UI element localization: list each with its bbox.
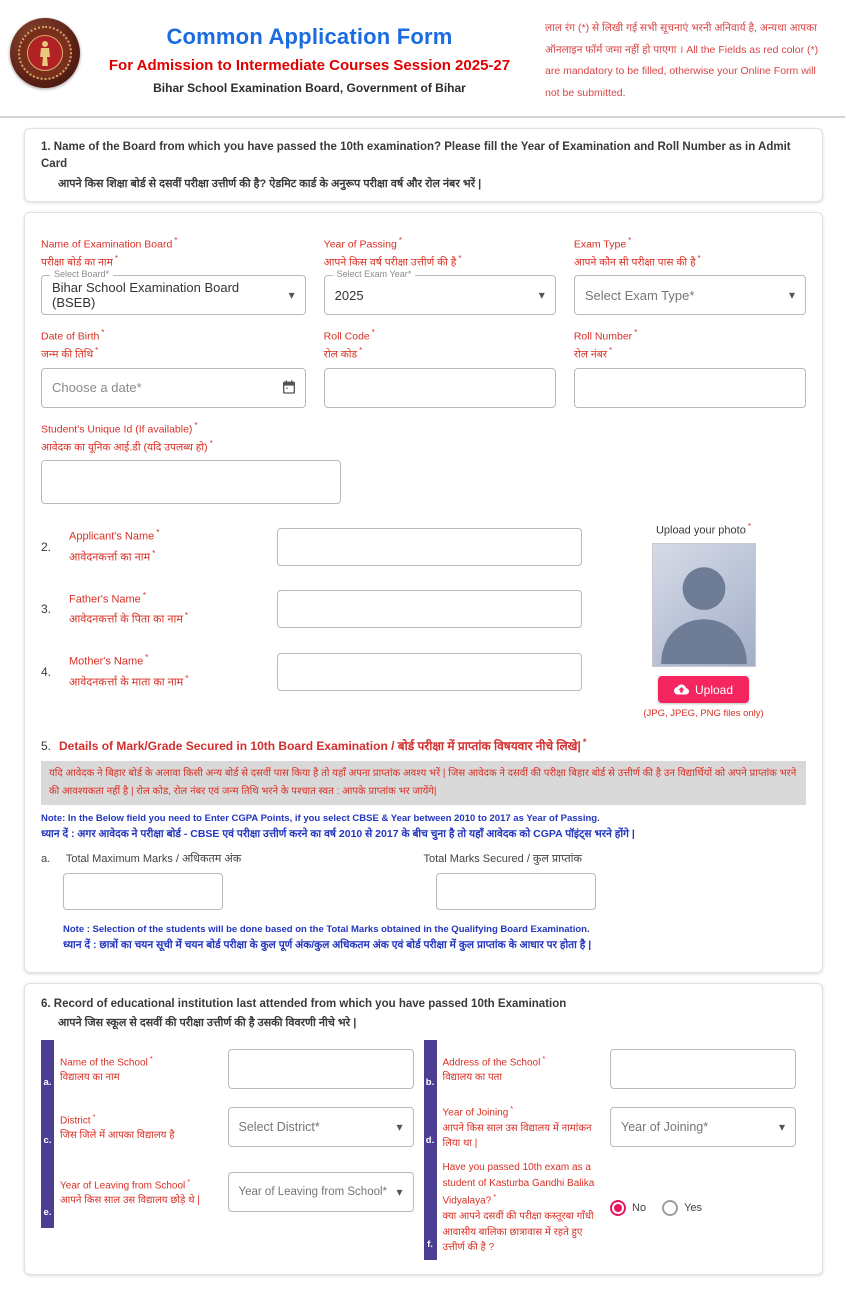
school-name-input[interactable] bbox=[228, 1049, 414, 1089]
board-select[interactable] bbox=[41, 269, 306, 315]
section6-card bbox=[24, 983, 823, 1275]
board-select-float-label: Select Board* bbox=[50, 269, 113, 279]
row-letter-badge: e. bbox=[41, 1156, 54, 1228]
required-asterisk: * bbox=[156, 528, 160, 538]
section5-marks bbox=[41, 737, 806, 952]
roll-number-input[interactable] bbox=[574, 368, 806, 408]
exam-type-select[interactable] bbox=[574, 275, 806, 315]
exam-type-field bbox=[574, 235, 806, 316]
required-asterisk: * bbox=[371, 328, 375, 338]
exam-year-select[interactable] bbox=[324, 269, 556, 315]
person-silhouette-icon bbox=[653, 550, 755, 666]
school-address-input[interactable] bbox=[610, 1049, 796, 1089]
district-select[interactable]: Select District* ▾ bbox=[228, 1107, 414, 1147]
district-label: District * जिस जिले में आपका विद्यालय है bbox=[60, 1111, 175, 1142]
required-asterisk: * bbox=[95, 346, 99, 356]
required-asterisk: * bbox=[209, 439, 213, 449]
photo-file-types-hint: (JPG, JPEG, PNG files only) bbox=[643, 708, 764, 719]
required-asterisk: * bbox=[634, 328, 638, 338]
roll-code-label: Roll Code * रोल कोड * bbox=[323, 328, 375, 361]
school-address-label: Address of the School * विद्यालय का पता bbox=[442, 1053, 546, 1084]
notice-hindi: लाल रंग (*) से लिखी गई सभी सूचनाएं भरनी अनिवार्य है, अन्यथा आपका ऑनलाइन फॉर्म जमा नहीं हो पाएगा । bbox=[545, 22, 817, 56]
row-letter-badge: b. bbox=[424, 1040, 437, 1098]
item-number: 2. bbox=[41, 539, 52, 554]
section1-number: 1. bbox=[41, 141, 51, 154]
chevron-down-icon: ▾ bbox=[538, 288, 545, 303]
item-number: 3. bbox=[41, 602, 52, 617]
mother-name-label: Mother's Name * आवेदनकर्त्ता के माता का नाम * bbox=[69, 653, 189, 689]
mandatory-fields-notice bbox=[539, 10, 831, 104]
row-letter: a. bbox=[41, 853, 51, 865]
required-asterisk: * bbox=[609, 346, 613, 356]
other-board-info-note: यदि आवेदक ने बिहार बोर्ड के अलावा किसी अन्य बोर्ड से दसवीं पास किया है तो यहाँ अपना प्राप्तांक अवश्य भरें | जिस आवेदक ने दसवीं की परीक्षा बिहार बोर्ड से उत्तीर्ण की है उन विद्यार्थियों को अपने प्राप्तांक भरने की आवश्यकता नहीं है | रोल कोड, रोल नंबर एवं जन्म तिथि भरने के पश्चात स्वत : आपके प्राप्तांक भर जायेंगे| bbox=[41, 761, 806, 805]
item-number: 4. bbox=[41, 664, 52, 679]
secured-marks-label: Total Marks Secured / कुल प्राप्तांक bbox=[423, 853, 582, 865]
required-asterisk: * bbox=[149, 1053, 153, 1063]
required-asterisk: * bbox=[92, 1111, 96, 1121]
required-asterisk: * bbox=[747, 522, 752, 532]
row-letter-badge: f. bbox=[424, 1156, 437, 1259]
row-letter-badge: d. bbox=[424, 1098, 437, 1156]
required-asterisk: * bbox=[101, 328, 105, 338]
photo-placeholder bbox=[652, 543, 756, 667]
required-asterisk: * bbox=[359, 346, 363, 356]
radio-button-icon bbox=[610, 1200, 626, 1216]
required-asterisk: * bbox=[145, 653, 149, 663]
required-asterisk: * bbox=[187, 1176, 191, 1186]
unique-id-input[interactable] bbox=[41, 460, 341, 504]
board-label: Name of Examination Board * परीक्षा बोर्ड का नाम * bbox=[41, 235, 178, 269]
unique-id-field bbox=[41, 420, 341, 505]
page-header bbox=[0, 0, 845, 112]
roll-number-label: Roll Number * रोल नंबर * bbox=[573, 328, 638, 361]
roll-code-input[interactable] bbox=[324, 368, 556, 408]
kgbv-radio-yes[interactable]: Yes bbox=[662, 1200, 702, 1216]
row-letter-badge: c. bbox=[41, 1098, 54, 1156]
required-asterisk: * bbox=[697, 253, 701, 263]
required-asterisk: * bbox=[582, 737, 587, 747]
section6-heading-hindi: आपने जिस स्कूल से दसवीं की परीक्षा उत्तीर्ण की है उसकी विवरणी नीचे भरे | bbox=[58, 1017, 357, 1030]
section6-heading: 6. Record of educational institution last attended from which you have passed 10th Examination bbox=[41, 998, 567, 1010]
roll-code-field bbox=[324, 327, 556, 408]
leaving-year-select[interactable]: Year of Leaving from School* ▾ bbox=[228, 1172, 414, 1212]
page-title: Common Application Form bbox=[166, 24, 453, 49]
chevron-down-icon: ▾ bbox=[288, 288, 295, 303]
unique-id-label: Student's Unique Id (If available) * आवेदक का यूनिक आई.डी (यदि उपलब्ध हो) * bbox=[41, 420, 213, 454]
school-name-row bbox=[41, 1040, 424, 1098]
year-field bbox=[324, 235, 556, 316]
required-asterisk: * bbox=[398, 235, 402, 245]
page-subtitle: For Admission to Intermediate Courses Session 2025-27 bbox=[108, 57, 511, 74]
max-marks-field bbox=[41, 851, 424, 910]
section1-heading-hindi: आपने किस शिक्षा बोर्ड से दसवीं परीक्षा उत्तीर्ण की है? ऐडमिट कार्ड के अनुरूप परीक्षा वर्ष और रोल नंबर भरें | bbox=[58, 177, 482, 190]
applicant-name-input[interactable] bbox=[277, 528, 582, 566]
mother-name-row bbox=[41, 651, 601, 692]
bseb-logo-emblem bbox=[27, 35, 63, 71]
row-letter-badge: a. bbox=[41, 1040, 54, 1098]
organization-name: Bihar School Examination Board, Government of Bihar bbox=[153, 81, 466, 95]
logo-figure-icon bbox=[36, 40, 54, 66]
exam-type-placeholder: Select Exam Type* bbox=[584, 287, 695, 303]
kgbv-question-row bbox=[424, 1156, 807, 1259]
required-asterisk: * bbox=[510, 1103, 514, 1113]
district-row bbox=[41, 1098, 424, 1156]
father-name-label: Father's Name * आवेदनकर्त्ता के पिता का नाम * bbox=[69, 590, 189, 626]
photo-upload-label: Upload your photo * bbox=[655, 522, 752, 537]
selection-note-english: Note : Selection of the students will be done based on the Total Marks obtained in the Qualifying Board Examination. bbox=[63, 924, 590, 935]
required-asterisk: * bbox=[542, 1053, 546, 1063]
required-asterisk: * bbox=[458, 253, 462, 263]
chevron-down-icon: ▾ bbox=[396, 1185, 403, 1200]
required-asterisk: * bbox=[152, 548, 156, 558]
max-marks-label: a. Total Maximum Marks / अधिकतम अंक bbox=[41, 853, 242, 865]
section5-number: 5. bbox=[41, 739, 52, 753]
cgpa-note-english: Note: In the Below field you need to Enter CGPA Points, if you select CBSE & Year between 2010 to 2017 as Year of Passing. bbox=[41, 813, 600, 824]
chevron-down-icon: ▾ bbox=[778, 1120, 785, 1135]
joining-year-label: Year of Joining * आपने किस साल उस विद्यालय में नामांकन लिया था | bbox=[442, 1103, 592, 1150]
bseb-logo bbox=[10, 18, 80, 88]
father-name-input[interactable] bbox=[277, 590, 582, 628]
required-asterisk: * bbox=[114, 253, 118, 263]
bseb-logo-ring bbox=[18, 26, 72, 80]
required-asterisk: * bbox=[174, 235, 178, 245]
required-asterisk: * bbox=[142, 590, 147, 600]
dob-input[interactable] bbox=[41, 368, 306, 408]
mother-name-input[interactable] bbox=[277, 653, 582, 691]
joining-year-select[interactable]: Year of Joining* ▾ bbox=[610, 1107, 796, 1147]
notice-english: All the Fields as red color (*) are mandatory to be filled, otherwise your Online Form will not be submitted. bbox=[545, 43, 819, 99]
required-asterisk: * bbox=[628, 235, 632, 245]
school-address-row bbox=[424, 1040, 807, 1098]
main-form-card bbox=[24, 212, 823, 973]
roll-number-field bbox=[574, 327, 806, 408]
upload-photo-button[interactable]: Upload bbox=[658, 676, 749, 703]
exam-type-label: Exam Type * आपने कौन सी परीक्षा पास की है * bbox=[573, 235, 701, 269]
leaving-year-row bbox=[41, 1156, 424, 1228]
section1-heading-card bbox=[24, 128, 823, 202]
section5-title: Details of Mark/Grade Secured in 10th Board Examination / बोर्ड परीक्षा में प्राप्तांक विषयवार नीचे लिखे| * bbox=[59, 737, 587, 753]
section6-number: 6. bbox=[41, 998, 51, 1010]
section6-right-column bbox=[424, 1040, 807, 1259]
board-field bbox=[41, 235, 306, 316]
max-marks-input[interactable] bbox=[63, 873, 223, 910]
kgbv-radio-no[interactable]: No bbox=[610, 1200, 646, 1216]
exam-year-value: 2025 bbox=[334, 287, 364, 303]
secured-marks-input[interactable] bbox=[436, 873, 596, 910]
kgbv-question-label: Have you passed 10th exam as a student of Kasturba Gandhi Balika Vidyalaya? * क्या आपने दसवीं की परीक्षा कस्तूरबा गाँधी आवासीय बालिका छात्रावास में रहते हुए उत्तीर्ण की है ? bbox=[442, 1162, 595, 1254]
cgpa-note-hindi: ध्यान दें : अगर आवेदक ने परीक्षा बोर्ड - CBSE एवं परीक्षा उत्तीर्ण करने का वर्ष 2010 से 2017 के बीच चुना है तो यहाँ आवेदक को CGPA पॉइंट्स भरने होंगे | bbox=[41, 828, 635, 840]
dob-label: Date of Birth * जन्म की तिथि * bbox=[41, 328, 105, 361]
radio-button-icon bbox=[662, 1200, 678, 1216]
kgbv-radio-group bbox=[610, 1200, 796, 1216]
applicant-name-label: Applicant's Name * आवेदनकर्त्ता का नाम * bbox=[69, 528, 160, 564]
required-asterisk: * bbox=[184, 611, 189, 621]
board-select-value: Bihar School Examination Board (BSEB) bbox=[52, 280, 240, 311]
exam-year-float-label: Select Exam Year* bbox=[333, 269, 416, 279]
required-asterisk: * bbox=[185, 673, 189, 683]
school-name-label: Name of the School * विद्यालय का नाम bbox=[60, 1053, 153, 1084]
chevron-down-icon: ▾ bbox=[396, 1120, 403, 1135]
selection-note-hindi: ध्यान दें : छात्रों का चयन सूची में चयन बोर्ड परीक्षा के कुल पूर्ण अंक/कुल अधिकतम अंक एवं बोर्ड परीक्षा में कुल प्राप्तांक के आधार पर होता है | bbox=[63, 939, 592, 951]
header-divider bbox=[0, 116, 845, 118]
calendar-icon[interactable] bbox=[281, 379, 297, 400]
year-label: Year of Passing * आपने किस वर्ष परीक्षा उत्तीर्ण की है * bbox=[323, 235, 462, 269]
applicant-name-row bbox=[41, 526, 601, 567]
secured-marks-field bbox=[424, 851, 807, 910]
chevron-down-icon: ▾ bbox=[788, 288, 795, 303]
section1-heading: 1. Name of the Board from which you have passed the 10th examination? Please fill the Year of Examination and Roll Number as in Admit Card bbox=[41, 141, 791, 171]
required-asterisk: * bbox=[493, 1192, 497, 1202]
required-asterisk: * bbox=[194, 420, 198, 430]
cloud-upload-icon bbox=[674, 682, 689, 697]
dob-field bbox=[41, 327, 306, 408]
leaving-year-label: Year of Leaving from School * आपने किस साल उस विद्यालय छोड़े थे | bbox=[60, 1176, 200, 1207]
section6-left-column bbox=[41, 1040, 424, 1259]
photo-upload-panel bbox=[601, 520, 806, 719]
father-name-row bbox=[41, 589, 601, 630]
joining-year-row bbox=[424, 1098, 807, 1156]
